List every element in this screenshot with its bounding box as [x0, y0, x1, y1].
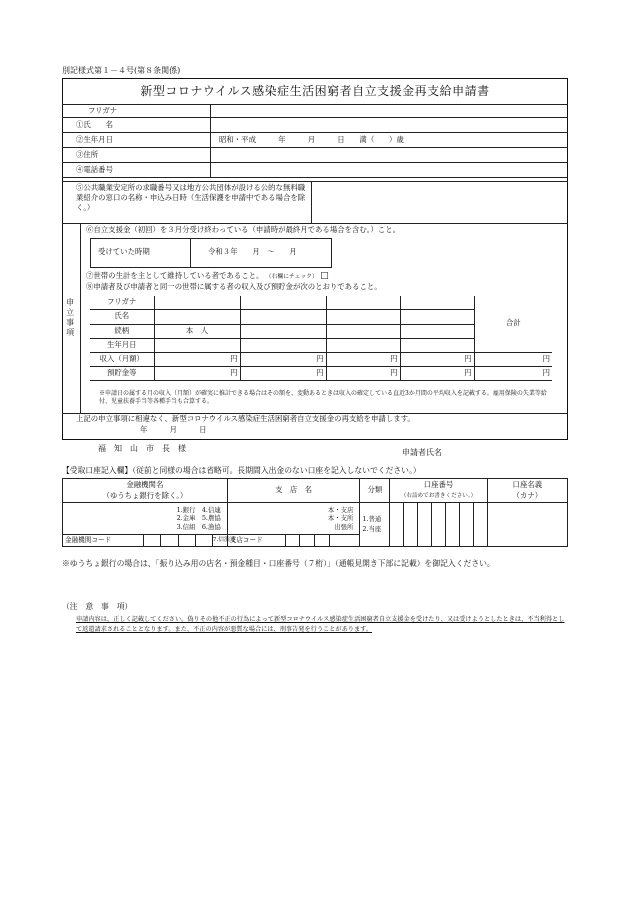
branch-option: 本・支所 [327, 514, 354, 523]
row-label-furigana: フリガナ [90, 296, 154, 309]
income-note: ※申請日の属する月の収入（月額）が確実に推計できる場合はその額を、変動あるときは収入の確定している直近3か月間の平均収入を記載する。雇用保険の失業等給付、児童扶養手当等各種手当も合算する。 [99, 390, 547, 406]
cell[interactable] [400, 324, 474, 338]
caution-text: 申請内容は、正しく記載してください。偽りその他不正の行為によって新型コロナウイルス感染症生活困窮者自立支援金を受けたり、又は受けようとしたときは、不当利得として返還請求されることとなります。また、不正の内容が悪質な場合には、刑事告発を行うことがあります。 [76, 616, 565, 633]
account-digit[interactable] [418, 503, 432, 547]
cell[interactable] [400, 338, 474, 352]
type-option: 2.当座 [362, 524, 382, 533]
divider [190, 238, 191, 268]
phone-label: ④電話番号 [62, 163, 211, 178]
code-digit[interactable] [178, 535, 195, 547]
birth-label: ②生年月日 [62, 133, 211, 148]
item7-text [86, 271, 329, 282]
holder-sublabel: （カナ） [512, 490, 543, 500]
account-header [390, 479, 487, 503]
cell[interactable] [240, 296, 326, 309]
cell[interactable] [154, 296, 240, 309]
yen-cell[interactable]: 円 [154, 366, 240, 380]
account-digit[interactable] [432, 503, 446, 547]
account-digit[interactable] [404, 503, 418, 547]
name-field[interactable] [211, 118, 569, 133]
period-value[interactable]: 令和３年 月 ～ 月 [208, 247, 297, 256]
statement-date[interactable]: 年 月 日 [140, 425, 207, 434]
row-label-savings: 預貯金等 [90, 366, 154, 380]
form-title: 新型コロナウイルス感染症生活困窮者自立支援金再支給申請書 [140, 84, 490, 98]
yen-cell[interactable]: 円 [326, 352, 400, 366]
self-label: 本 人 [154, 324, 240, 338]
yen-cell[interactable]: 円 [326, 366, 400, 380]
address-label: ③住所 [62, 148, 211, 163]
cell[interactable] [240, 324, 326, 338]
item7-checkbox[interactable]: □ [320, 271, 329, 281]
yen-cell[interactable]: 円 [474, 352, 552, 366]
item7-check-note: （右欄にチェック） [265, 274, 318, 280]
item7-label: ⑦世帯の生計を主として維持している者であること。 [86, 271, 264, 280]
divider [62, 223, 568, 224]
code-digit[interactable] [161, 535, 178, 547]
phone-field[interactable] [211, 163, 569, 178]
inst-option: 1.銀行 4.信連 [176, 505, 221, 514]
cell[interactable] [400, 309, 474, 324]
holder-header [487, 479, 567, 503]
period-label: 受けていた時期 [98, 247, 150, 256]
yen-cell[interactable]: 円 [154, 352, 240, 366]
cell[interactable] [326, 296, 400, 309]
branch-type-options[interactable] [227, 503, 360, 535]
yen-cell[interactable]: 円 [400, 352, 474, 366]
row-label-relation: 続柄 [90, 324, 154, 338]
code-digit[interactable] [144, 535, 161, 547]
furigana-label: フリガナ [62, 105, 211, 118]
form-number: 別記様式第１－４号(第８条関係) [62, 66, 181, 75]
code-spacer [330, 535, 360, 547]
name-label: ①氏 名 [62, 118, 211, 133]
yen-cell[interactable]: 円 [400, 366, 474, 380]
cell[interactable] [240, 338, 326, 352]
applicant-section [62, 104, 568, 178]
branch-header: 支 店 名 [227, 479, 360, 503]
declaration-side-label: 申立事項 [65, 298, 75, 338]
statement-text: 上記の申立事項に相違なく、新型コロナウイルス感染症生活困窮者自立支援金の再支給を申請します。 [76, 414, 415, 423]
inst-option: 7.信漁連 [212, 535, 227, 547]
cell[interactable] [326, 338, 400, 352]
inst-option: 2.金庫 5.農協 [176, 514, 221, 523]
item8-text: ⑧申請者及び申請者と同一の世帯に属する者の収入及び預貯金が次のとおりであること。 [86, 282, 382, 291]
institution-label: 金融機関名 [126, 480, 164, 490]
yen-cell[interactable]: 円 [240, 366, 326, 380]
institution-type-options[interactable] [63, 503, 228, 535]
cell[interactable] [154, 338, 240, 352]
code-digit[interactable] [285, 535, 300, 547]
institution-code-label: 金融機関コード [63, 535, 144, 547]
cell[interactable] [400, 296, 474, 309]
yucho-note: ※ゆうちょ銀行の場合は、「振り込み用の店名・預金種目・口座番号（７桁）」（通帳見開き下部に記載）を御記入ください。 [62, 559, 495, 568]
type-header: 分類 [360, 479, 390, 503]
row-label-birth: 生年月日 [90, 338, 154, 352]
code-digit[interactable] [315, 535, 330, 547]
branch-code-label: 支店コード [227, 535, 285, 547]
account-type-options[interactable] [360, 503, 390, 547]
account-digit[interactable] [445, 503, 459, 547]
cell[interactable] [240, 309, 326, 324]
household-table [90, 296, 552, 381]
institution-header [63, 479, 228, 503]
caution-heading: （注 意 事 項） [62, 602, 133, 611]
cell[interactable] [154, 309, 240, 324]
yen-cell[interactable]: 円 [474, 366, 552, 380]
holder-field[interactable] [487, 503, 567, 547]
bank-heading: 【受取口座記入欄】（従前と同様の場合は省略可。長期間入出金のない口座を記入しないでください。） [62, 466, 421, 475]
applicant-name-label: 申請者氏名 [402, 448, 442, 457]
inst-option: 3.信組 6.漁協 [176, 522, 221, 531]
type-option: 1.普通 [362, 514, 382, 523]
row-label-income: 収入（月額） [90, 352, 154, 366]
furigana-field[interactable] [211, 105, 569, 118]
institution-sublabel: （ゆうちょ銀行を除く。） [102, 490, 188, 500]
account-digit[interactable] [459, 503, 473, 547]
branch-option: 出張所 [334, 522, 354, 531]
bank-account-table [62, 478, 568, 547]
branch-option: 本・支店 [327, 505, 354, 514]
cell[interactable] [326, 324, 400, 338]
account-sublabel: （右詰めでお書きください。） [400, 493, 477, 500]
address-field[interactable] [211, 148, 569, 163]
account-label: 口座番号 [423, 479, 454, 489]
code-digit[interactable] [195, 535, 212, 547]
account-digit[interactable] [473, 503, 487, 547]
mayor-address: 福 知 山 市 長 様 [98, 444, 186, 453]
divider [80, 223, 81, 413]
code-digit[interactable] [300, 535, 315, 547]
row-label-name: 氏名 [90, 309, 154, 324]
item6-text: ⑥自立支援金（初回）を３月分受け終わっている（申請時が最終月である場合を含む。）こと。 [86, 225, 401, 234]
holder-label: 口座名義 [512, 480, 543, 490]
account-digit[interactable] [390, 503, 404, 547]
item5-label: ⑤公共職業安定所の求職番号又は地方公共団体が設ける公的な無料職業紹介の窓口の名称・申込み日時（生活保護を申請中である場合を除く。） [76, 183, 306, 212]
birth-field[interactable]: 昭和・平成 年 月 日 満（ ）歳 [211, 133, 569, 148]
total-label: 合計 [474, 296, 552, 352]
cell[interactable] [326, 309, 400, 324]
yen-cell[interactable]: 円 [240, 352, 326, 366]
item5-field[interactable] [311, 181, 569, 223]
